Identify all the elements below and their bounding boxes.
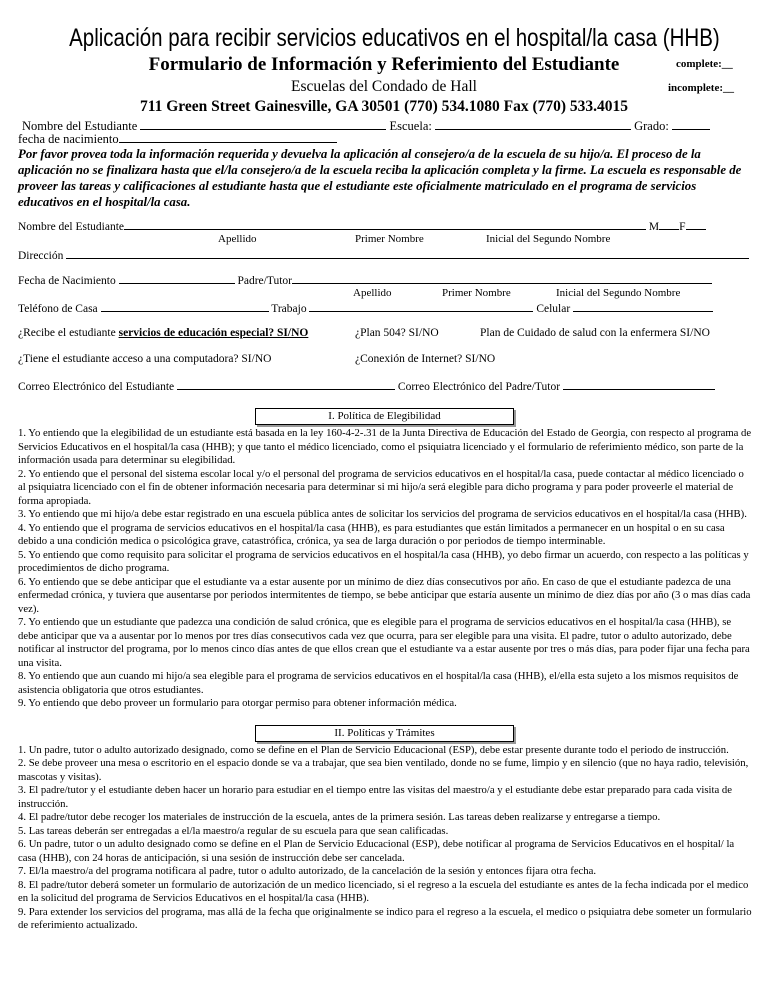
district-name: Escuelas del Condado de Hall <box>291 78 477 95</box>
male-field[interactable] <box>659 218 679 230</box>
phone-row <box>18 300 713 316</box>
computer-question: ¿Tiene el estudiante acceso a una computadora? SI/NO <box>18 353 272 365</box>
policy-item: 8. El padre/tutor deberá someter un formulario de autorización de un medico licenciado, si el regreso a la escuela del estudiante es antes de la fecha indicada por el medico en la solicitud del programa de Servicios Educativos en el hospital/la casa (HHB). <box>18 878 749 904</box>
policy-item: 5. Las tareas deberán ser entregadas a el/la maestro/a regular de su escuela para que sean calificadas. <box>18 824 449 837</box>
plan504-question: ¿Plan 504? SI/NO <box>355 327 439 339</box>
policy-item: 3. Yo entiendo que mi hijo/a debe estar registrado en una escuela pública antes de solicitar los servicios del programa de servicios educativos en el hospital/la casa (HHB). <box>18 508 747 520</box>
district-address: 711 Green Street Gainesville, GA 30501 (770) 534.1080 Fax (770) 533.4015 <box>139 98 629 115</box>
label: F <box>679 221 686 233</box>
parent-email-field[interactable] <box>563 378 715 390</box>
label: servicios de educación especial? SI/NO <box>118 327 309 339</box>
label: Dirección <box>18 250 64 262</box>
work-phone-field[interactable] <box>309 300 533 312</box>
birth-date-field[interactable] <box>119 272 235 284</box>
dob-guardian-row <box>18 272 712 288</box>
student-full-name-field[interactable] <box>124 218 646 230</box>
complete-mark: complete:__ <box>676 58 733 70</box>
label: Fecha de Nacimiento <box>18 275 116 287</box>
caption: Apellido <box>353 287 392 299</box>
female-field[interactable] <box>686 218 706 230</box>
internet-question: ¿Conexión de Internet? SI/NO <box>355 353 496 365</box>
caption: Inicial del Segundo Nombre <box>556 287 681 299</box>
email-row <box>18 378 715 394</box>
cell-phone-field[interactable] <box>573 300 713 312</box>
school-label: Escuela: <box>389 119 432 133</box>
label: Padre/Tutor <box>237 275 292 287</box>
sped-question <box>18 326 308 340</box>
caption: Inicial del Segundo Nombre <box>486 233 611 245</box>
label: Celular <box>536 303 571 315</box>
caption: Primer Nombre <box>442 287 511 299</box>
policy-item: 7. Yo entiendo que un estudiante que padezca una condición de salud crónica, que es elegible para el programa de servicios educativos en el hospital/la casa (HHB), se debe anticipar que va a ausentar por lo menos por tres días consecutivos cada vez que ocurra, para ser elegible para una visita. El padre, tutor o adulto autorizado, debe notificar al instructor del programa, por lo menos cinco días antes de que ellos crean que el estudiante va a estar ausente por tres o más días, para poder fijar una fecha para una visita. <box>18 616 750 669</box>
incomplete-mark: incomplete:__ <box>668 82 734 94</box>
label: Nombre del Estudiante <box>18 221 125 233</box>
policy-item: 3. El padre/tutor y el estudiante deben hacer un horario para estudiar en el tiempo entre las visitas del maestro/a y el estudiante debe estar preparado para cada visita de instrucción. <box>18 784 732 810</box>
label: M <box>648 221 660 233</box>
label: ¿Recibe el estudiante <box>18 327 119 339</box>
caption: Primer Nombre <box>355 233 424 245</box>
nurse-plan-question: Plan de Cuidado de salud con la enfermera SI/NO <box>480 327 710 339</box>
label: Trabajo <box>271 303 307 315</box>
policy-item: 2. Se debe proveer una mesa o escritorio en el espacio donde se va a trabajar, que sea bien ventilado, donde no se fume, limpio y en silencio (que no haya radio, televisión, mascotas y visitas). <box>18 757 749 783</box>
policy-item: 4. El padre/tutor debe recoger los materiales de instrucción de la escuela, antes de la primera sesión. Las tareas deben realizarse y entregarse a tiempo. <box>18 811 661 823</box>
home-phone-field[interactable] <box>101 300 269 312</box>
section1-body <box>18 427 753 711</box>
form-title: Aplicación para recibir servicios educativos en el hospital/la casa (HHB) <box>69 24 720 52</box>
label: Correo Electrónico del Padre/Tutor <box>397 381 561 393</box>
section2-body <box>18 744 753 933</box>
section1-title: I. Política de Elegibilidad <box>255 408 514 425</box>
policy-item: 8. Yo entiendo que aun cuando mi hijo/a sea elegible para el programa de servicios educativos en el hospital/la casa (HHB), el/ella esta sujeto a los mismos requisitos de asistencia obligatoria que otros estudiantes. <box>18 670 739 696</box>
label: Correo Electrónico del Estudiante <box>18 381 175 393</box>
address-row <box>18 247 749 263</box>
policy-item: 5. Yo entiendo que como requisito para solicitar el programa de servicios educativos en el hospital/la casa (HHB), yo debo firmar un acuerdo, con respecto a las políticas y procedimientos de dicho programa. <box>18 548 749 574</box>
policy-item: 1. Yo entiendo que la elegibilidad de un estudiante está basada en la ley 160-4-2-.31 de la Junta Directiva de Educación del Estado de Georgia, con respecto al programa de Servicios Educativos en el hospital/la casa (HHB); y que tanto el médico licenciado, como el psiquiatra licenciado y el formulario de referimiento médico, son parte de la información usada para determinar su elegibilidad. <box>18 427 752 466</box>
policy-item: 7. El/la maestro/a del programa notificara al padre, tutor o adulto autorizado, de la cancelación de la sesión y entonces fijara otra fecha. <box>18 865 597 877</box>
form-subtitle: Formulario de Información y Referimiento del Estudiante <box>148 54 620 75</box>
label: Teléfono de Casa <box>18 303 98 315</box>
policy-item: 1. Un padre, tutor o adulto autorizado designado, como se define en el Plan de Servicio Educacional (ESP), debe estar presente durante todo el periodo de instrucción. <box>18 743 729 756</box>
student-email-field[interactable] <box>177 378 395 390</box>
student-name-label: Nombre del Estudiante <box>22 119 138 133</box>
policy-item: 6. Yo entiendo que se debe anticipar que el estudiante va a estar ausente por un mínimo de diez días consecutivos por año. En caso de que el estudiante padezca de una enfermedad crónica, y tuviera que ausentarse por periodos intermitentes de tiempo, se bebe anticipar que estaría ausente un mínimo de diez días por año (3 o mas días cada vez). <box>18 575 751 615</box>
grade-label: Grado: <box>634 119 669 133</box>
student-info-form <box>0 214 768 394</box>
instructions: Por favor provea toda la información requerida y devuelva la aplicación al consejero/a de la escuela de su hijo/a. El proceso de la aplicación no se finalizara hasta que el/la consejero/a de la escuela reciba la aplicación completa y la firme. La escuela es responsable de proveer las tareas y calificaciones al estudiante hasta que el estudiante este oficialmente matriculado en el programa de servicios educativos en el hospital/la casa. <box>18 147 742 209</box>
address-field[interactable] <box>66 247 749 259</box>
dob-label: fecha de nacimiento <box>18 132 119 146</box>
student-name-row <box>18 218 706 234</box>
policy-item: 2. Yo entiendo que el personal del sistema escolar local y/o el personal del programa de servicios educativos en el hospital/la casa, puede contactar al médico licenciado o al psiquiatra licenciado con el fin de obtener información necesaria para determinar si mi hijo/a será elegible para dicho programa y para poder proveerle el material de forma apropiada. <box>18 467 744 507</box>
policy-item: 4. Yo entiendo que el programa de servicios educativos en el hospital/la casa (HHB), es para estudiantes que están limitados a permanecer en un hospital o en su casa debido a una condición medica o psicológica grave, catastrófica, crónica, ya sea de larga duración o por periodos de tiempo interminable. <box>18 521 725 547</box>
section2-title: II. Políticas y Trámites <box>255 725 514 742</box>
policy-item: 6. Un padre, tutor o un adulto designado como se define en el Plan de Servicio Educacional (ESP), debe notificar al programa de Servicios Educativos en el hospital/ la casa (HHB), con 24 horas de anticipación, si una sesión de instrucción debe ser cancelada. <box>18 838 735 864</box>
guardian-field[interactable] <box>292 272 712 284</box>
policy-item: 9. Para extender los servicios del programa, mas allá de la fecha que originalmente se indico para el regreso a la escuela, el medico o psiquiatra debe someter un formulario de referimiento actualizado. <box>18 905 752 931</box>
caption: Apellido <box>218 233 257 245</box>
policy-item: 9. Yo entiendo que debo proveer un formulario para otorgar permiso para obtener información médica. <box>18 697 457 709</box>
